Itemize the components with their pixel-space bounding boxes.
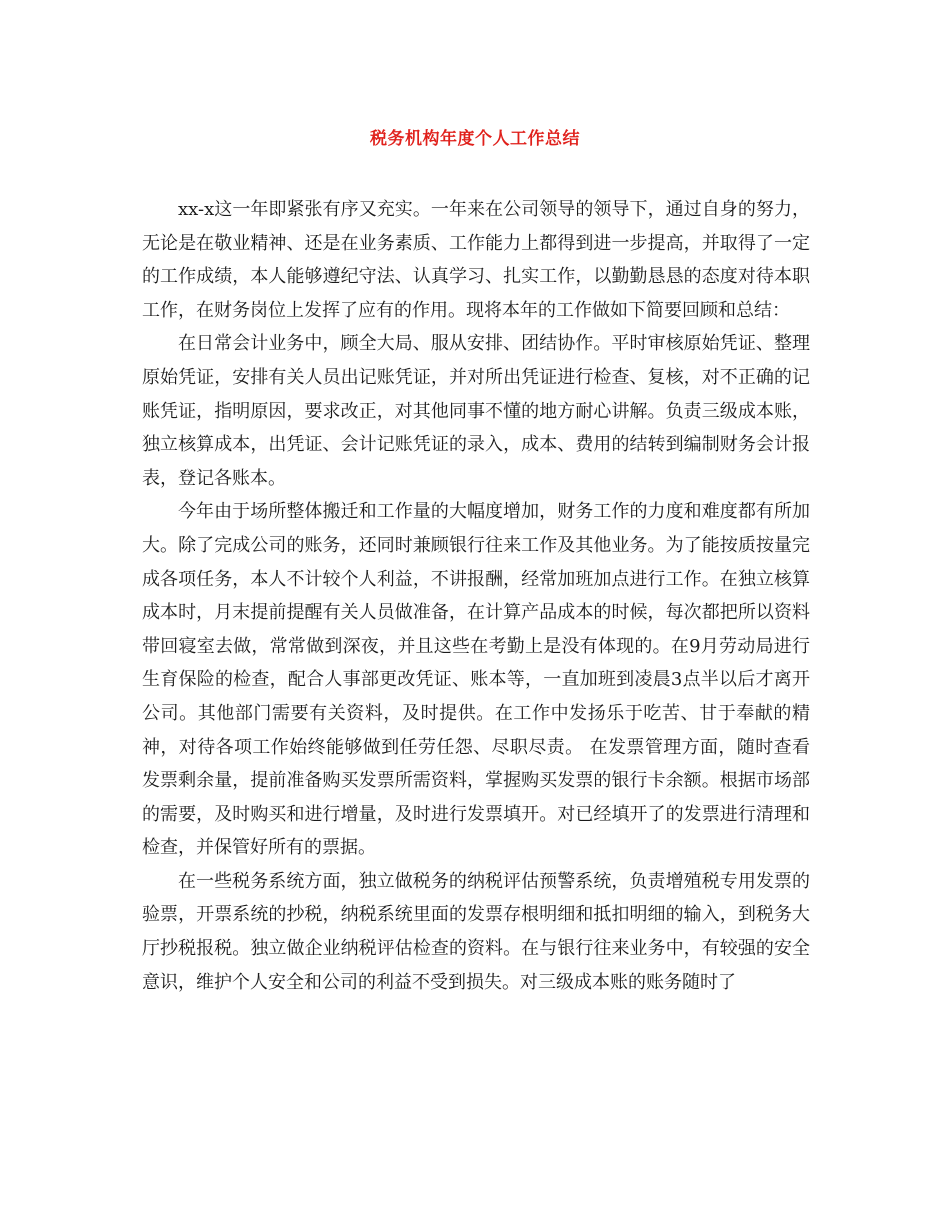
paragraph-4: 在一些税务系统方面，独立做税务的纳税评估预警系统，负责增殖税专用发票的验票，开票系统的抄税，纳税系统里面的发票存根明细和抵扣明细的输入，到税务大厅抄税报税。独立做企业纳税评估检查的资料。在与银行往来业务中，有较强的安全意识，维护个人安全和公司的利益不受到损失。对三级成本账的账务随时了 bbox=[142, 870, 810, 993]
paragraph-2: 在日常会计业务中，顾全大局、服从安排、团结协作。平时审核原始凭证、整理原始凭证，安排有关人员出记账凭证，并对所出凭证进行检查、复核，对不正确的记账凭证，指明原因，要求改正，对其他同事不懂的地方耐心讲解。负责三级成本账，独立核算成本，出凭证、会计记账凭证的录入，成本、费用的结转到编制财务会计报表，登记各账本。 bbox=[142, 333, 810, 489]
document-title: 税务机构年度个人工作总结 bbox=[370, 129, 580, 149]
paragraph-1: xx-x这一年即紧张有序又充实。一年来在公司领导的领导下，通过自身的努力，无论是在敬业精神、还是在业务素质、工作能力上都得到进一步提高，并取得了一定的工作成绩，本人能够遵纪守法、认真学习、扎实工作，以勤勤恳恳的态度对待本职工作，在财务岗位上发挥了应有的作用。现将本年的工作做如下简要回顾和总结： bbox=[142, 199, 810, 321]
document-body bbox=[142, 193, 810, 999]
paragraph-3: 今年由于场所整体搬迁和工作量的大幅度增加，财务工作的力度和难度都有所加大。除了完成公司的账务，还同时兼顾银行往来工作及其他业务。为了能按质按量完成各项任务，本人不计较个人利益，不讲报酬，经常加班加点进行工作。在独立核算成本时，月末提前提醒有关人员做准备，在计算产品成本的时候，每次都把所以资料带回寝室去做，常常做到深夜，并且这些在考勤上是没有体现的。在9月劳动局进行生育保险的检查，配合人事部更改凭证、账本等，一直加班到凌晨3点半以后才离开公司。其他部门需要有关资料，及时提供。在工作中发扬乐于吃苦、甘于奉献的精神，对待各项工作始终能够做到任劳任怨、尽职尽责。 在发票管理方面，随时查看发票剩余量，提前准备购买发票所需资料，掌握购买发票的银行卡余额。根据市场部的需要，及时购买和进行增量，及时进行发票填开。对已经填开了的发票进行清理和检查，并保管好所有的票据。 bbox=[142, 501, 810, 859]
